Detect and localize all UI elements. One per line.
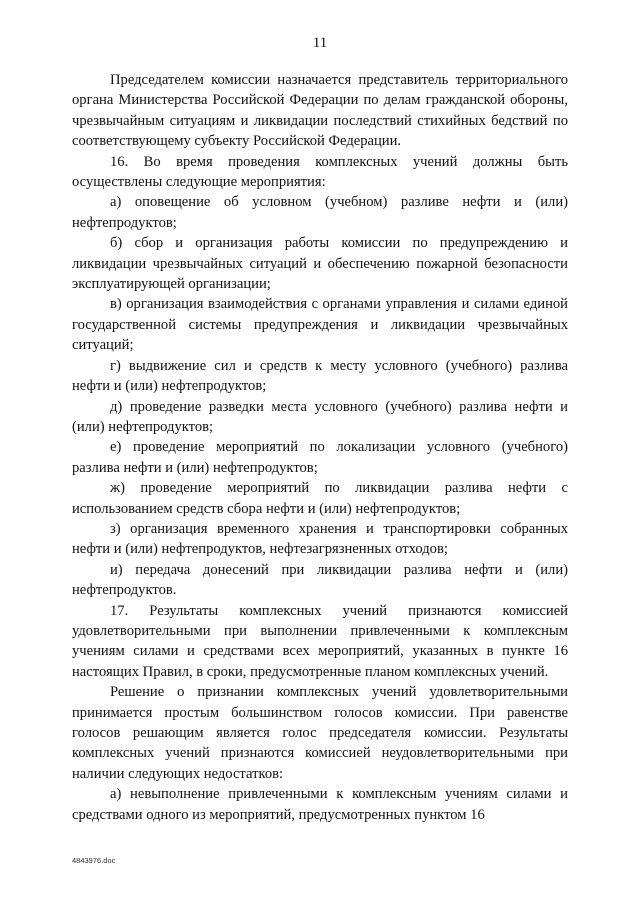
list-item-d: д) проведение разведки места условного (учебного) разлива нефти и (или) нефтепродуктов; [72,398,568,435]
list-item-z: з) организация временного хранения и транспортировки собранных нефти и (или) нефтепродуктов, нефтезагрязненных отходов; [72,520,568,558]
document-body [72,70,568,825]
list-item-b: б) сбор и организация работы комиссии по предупреждению и ликвидации чрезвычайных ситуаций и обеспечению пожарной безопасности эксплуатирующей организации; [72,235,568,293]
list-item-zh: ж) проведение мероприятий по ликвидации разлива нефти с использованием средств сбора нефти и (или) нефтепродуктов; [72,480,568,517]
document-file-code: 4843976.doc [72,856,116,865]
list-item-i: и) передача донесений при ликвидации разлива нефти и (или) нефтепродуктов. [72,561,568,599]
list-item-e: е) проведение мероприятий по локализации условного (учебного) разлива нефти и (или) нефтепродуктов; [72,439,568,476]
list-item-g: г) выдвижение сил и средств к месту условного (учебного) разлива нефти и (или) нефтепродуктов; [72,357,568,395]
paragraph-16-intro: 16. Во время проведения комплексных учений должны быть осуществлены следующие мероприятия: [72,153,568,191]
paragraph-decision: Решение о признании комплексных учений удовлетворительными принимается простым большинством голосов комиссии. При равенстве голосов решающим является голос председателя комиссии. Результаты комплексных учений признаются комиссией неудовлетворительными при наличии следующих недостатков: [72,684,568,782]
page-number: 11 [312,35,328,51]
paragraph-17: 17. Результаты комплексных учений признаются комиссией удовлетворительными при выполнении привлеченными к комплексным учениям силами и средствами всех мероприятий, указанных в пункте 16 настоящих Правил, в сроки, предусмотренные планом комплексных учений. [72,602,568,680]
list-item-a: а) оповещение об условном (учебном) разливе нефти и (или) нефтепродуктов; [72,194,568,231]
list-item-deficiency-a: а) невыполнение привлеченными к комплексным учениям силами и средствами одного из мероприятий, предусмотренных пунктом 16 [72,786,568,823]
paragraph-chairman: Председателем комиссии назначается представитель территориального органа Министерства Российской Федерации по делам гражданской обороны, чрезвычайным ситуациям и ликвидации последствий стихийных бедствий по соответствующему субъекту Российской Федерации. [72,72,568,150]
list-item-v: в) организация взаимодействия с органами управления и силами единой государственной системы предупреждения и ликвидации чрезвычайных ситуаций; [72,296,568,354]
